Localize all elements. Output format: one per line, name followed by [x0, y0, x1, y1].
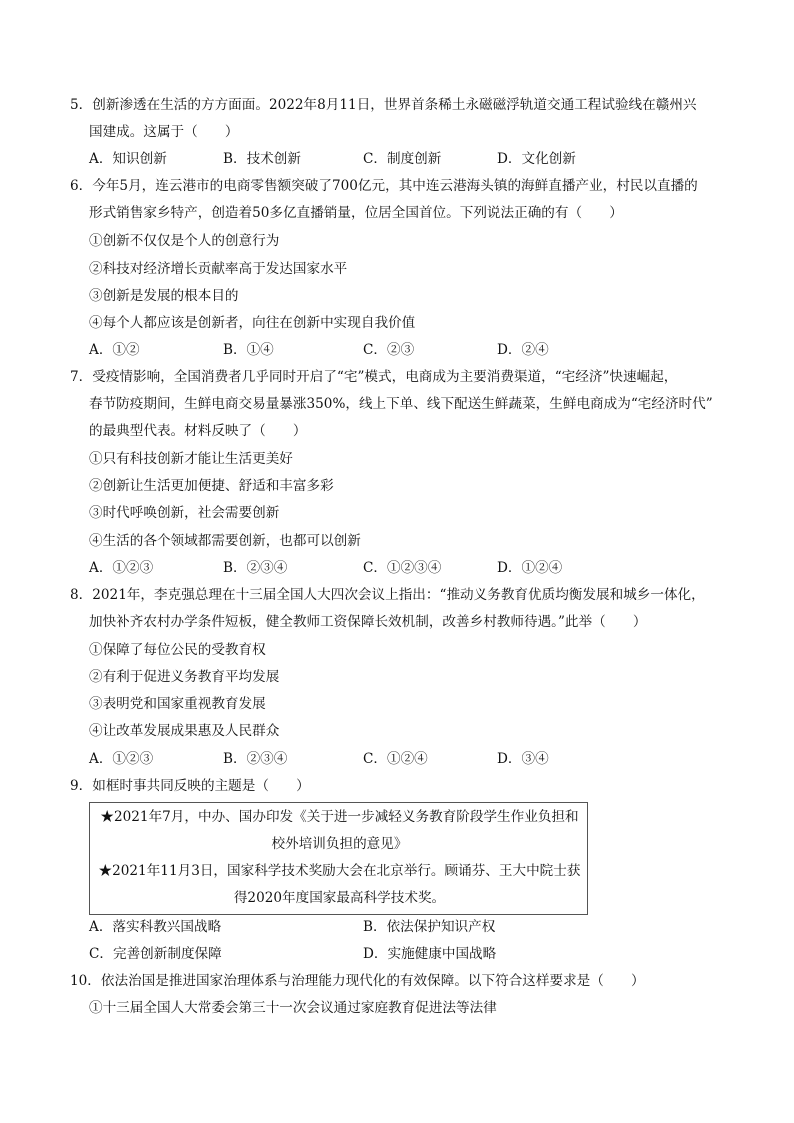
q8-item-3: ③表明党和国家重视教育发展 [89, 696, 266, 712]
q7-option-b[interactable]: B．②③④ [223, 560, 288, 576]
q9-news-box [89, 802, 588, 915]
q8-option-d[interactable]: D．③④ [497, 751, 549, 767]
q9-option-b[interactable]: B．依法保护知识产权 [363, 919, 496, 935]
q6-item-3: ③创新是发展的根本目的 [89, 288, 239, 304]
q7-stem-line2: 春节防疫期间，生鲜电商交易量暴涨350%，线上下单、线下配送生鲜蔬菜，生鲜电商成为“宅经济时代” [89, 396, 713, 412]
q7-stem-line1: 7．受疫情影响，全国消费者几乎同时开启了“宅”模式，电商成为主要消费渠道，“宅经济”快速崛起， [70, 369, 678, 385]
q9-option-c[interactable]: C．完善创新制度保障 [89, 946, 222, 962]
q10-item-1: ①十三届全国人大常委会第三十一次会议通过家庭教育促进法等法律 [89, 1000, 497, 1016]
q9-box-line4: 得2020年度国家最高科学技术奖。 [233, 890, 446, 906]
q7-stem-line3: 的最典型代表。材料反映了（ ） [89, 423, 307, 439]
q5-option-b[interactable]: B．技术创新 [223, 151, 301, 167]
q8-item-4: ④让改革发展成果惠及人民群众 [89, 723, 280, 739]
q6-option-b[interactable]: B．①④ [223, 342, 274, 358]
q10-stem-line1: 10．依法治国是推进国家治理体系与治理能力现代化的有效保障。以下符合这样要求是（ ） [70, 973, 645, 989]
q8-stem-line1: 8．2021年，李克强总理在十三届全国人大四次会议上指出：“推动义务教育优质均衡发展和城乡一体化， [70, 587, 705, 603]
q9-option-a[interactable]: A．落实科教兴国战略 [89, 919, 222, 935]
q6-item-2: ②科技对经济增长贡献率高于发达国家水平 [89, 261, 348, 277]
q5-stem-line1: 5．创新渗透在生活的方方面面。2022年8月11日，世界首条稀土永磁磁浮轨道交通工程试验线在赣州兴 [70, 97, 697, 113]
q7-option-c[interactable]: C．①②③④ [363, 560, 442, 576]
q8-option-a[interactable]: A．①②③ [89, 751, 154, 767]
q5-option-c[interactable]: C．制度创新 [363, 151, 442, 167]
q6-item-4: ④每个人都应该是创新者，向往在创新中实现自我价值 [89, 315, 416, 331]
q6-stem-line1: 6．今年5月，连云港市的电商零售额突破了700亿元，其中连云港海头镇的海鲜直播产业，村民以直播的 [70, 178, 698, 194]
q5-option-d[interactable]: D．文化创新 [497, 151, 576, 167]
q6-option-a[interactable]: A．①② [89, 342, 140, 358]
q6-stem-line2: 形式销售家乡特产，创造着50多亿直播销量，位居全国首位。下列说法正确的有（ ） [89, 205, 623, 221]
q7-option-d[interactable]: D．①②④ [497, 560, 563, 576]
q7-item-1: ①只有科技创新才能让生活更美好 [89, 451, 293, 467]
q6-item-1: ①创新不仅仅是个人的创意行为 [89, 233, 280, 249]
q9-option-d[interactable]: D．实施健康中国战略 [363, 946, 497, 962]
q9-box-line3: ★2021年11月3日，国家科学技术奖励大会在北京举行。顾诵芬、王大中院士获 [98, 863, 581, 879]
q8-item-1: ①保障了每位公民的受教育权 [89, 642, 266, 658]
q6-option-d[interactable]: D．②④ [497, 342, 549, 358]
q7-option-a[interactable]: A．①②③ [89, 560, 154, 576]
q7-item-2: ②创新让生活更加便捷、舒适和丰富多彩 [89, 478, 334, 494]
q8-item-2: ②有利于促进义务教育平均发展 [89, 669, 280, 685]
q8-option-b[interactable]: B．②③④ [223, 751, 288, 767]
q9-box-line1: ★2021年7月，中办、国办印发《关于进一步减轻义务教育阶段学生作业负担和 [100, 809, 579, 825]
q7-item-4: ④生活的各个领域都需要创新，也都可以创新 [89, 533, 361, 549]
q7-item-3: ③时代呼唤创新，社会需要创新 [89, 505, 280, 521]
q9-stem-line1: 9．如框时事共同反映的主题是（ ） [70, 778, 310, 794]
q5-stem-line2: 国建成。这属于（ ） [89, 124, 239, 140]
q8-stem-line2: 加快补齐农村办学条件短板，健全教师工资保障长效机制，改善乡村教师待遇。”此举（ ） [89, 614, 647, 630]
q9-box-line2: 校外培训负担的意见》 [271, 836, 408, 852]
q6-option-c[interactable]: C．②③ [363, 342, 415, 358]
q5-option-a[interactable]: A．知识创新 [89, 151, 167, 167]
q8-option-c[interactable]: C．①②④ [363, 751, 428, 767]
